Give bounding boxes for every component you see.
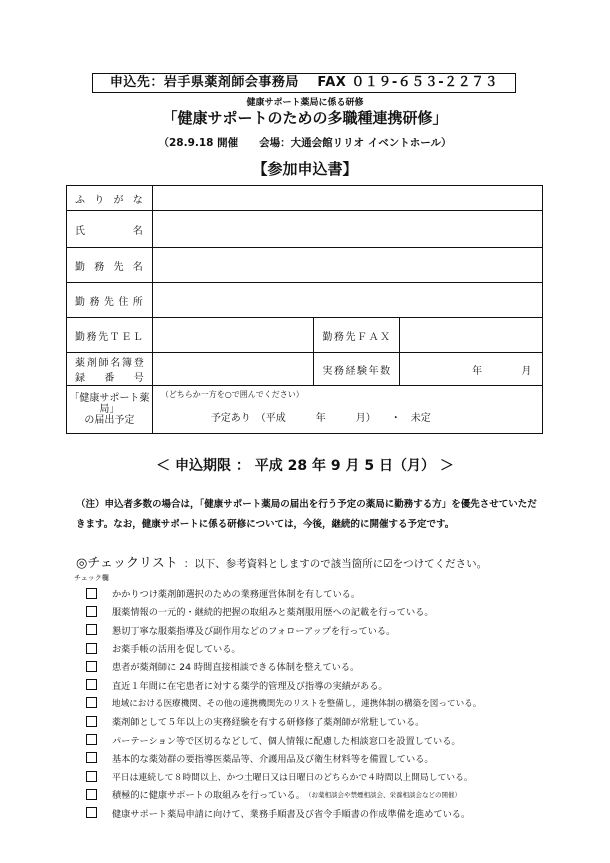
checklist-item: かかりつけ薬剤師選択のための業務運営体制を有している。 xyxy=(86,584,556,602)
checklist-item: 地域における医療機関、その他の連携機関先のリストを整備し，連携体制の構築を図っている。 xyxy=(86,694,556,712)
checklist-item: 懇切丁寧な服薬指導及び副作用などのフォローアップを行っている。 xyxy=(86,621,556,639)
workplace-field[interactable] xyxy=(152,248,542,283)
address-label: 勤務先住所 xyxy=(67,283,153,318)
item-note: （お薬相談会や禁煙相談会、栄養相談会などの開催） xyxy=(304,790,461,799)
checkbox[interactable] xyxy=(86,624,97,635)
checklist-instruction: ：以下、参考資料としますので該当箇所に☑をつけてください。 xyxy=(183,558,488,570)
check-column-label: チェック欄 xyxy=(74,574,109,582)
training-subtitle: 健康サポート薬局に係る研修 xyxy=(246,98,364,108)
checklist-item: 薬剤師として５年以上の実務経験を有する研修修了薬剤師が常駐している。 xyxy=(86,712,556,730)
checkbox[interactable] xyxy=(86,588,97,599)
address-field[interactable] xyxy=(152,283,542,318)
checklist-item: 患者が薬剤師に 24 時間直接相談できる体制を整えている。 xyxy=(86,657,556,675)
checklist-title: ◎チェックリスト xyxy=(76,556,178,571)
checkbox[interactable] xyxy=(86,771,97,782)
fax-field[interactable] xyxy=(400,318,543,353)
checklist-item: 健康サポート薬局申請に向けて、業務手順書及び省令手順書の作成準備を進めている。 xyxy=(86,804,556,822)
checklist-items xyxy=(86,584,556,822)
name-field[interactable] xyxy=(152,211,542,248)
plan-instruction: （どちらか一方を○で囲んでください） xyxy=(160,390,304,399)
checkbox[interactable] xyxy=(86,789,97,800)
submission-banner: 申込先：岩手県薬剤師会事務局 FAX ０１９-６５３-２２７３ xyxy=(92,73,516,93)
plan-field[interactable] xyxy=(152,386,542,434)
plan-label-line1: 「健康サポート薬局」 xyxy=(69,393,150,415)
workplace-label: 勤務先名 xyxy=(67,248,153,283)
plan-label-line2: の届出予定 xyxy=(84,415,135,426)
experience-field[interactable] xyxy=(400,353,543,386)
furigana-label: ふりがな xyxy=(67,186,153,211)
year-unit: 年 xyxy=(472,365,483,377)
month-unit: 月 xyxy=(521,365,532,377)
tel-label: 勤務先ＴＥＬ xyxy=(67,318,153,353)
plan-options: 予定あり （平成 年 月） ・ 未定 xyxy=(210,413,431,424)
checkbox[interactable] xyxy=(86,697,97,708)
deadline: ＜ 申込期限 ： 平成 28 年 9 月 5 日（月） ＞ xyxy=(156,458,454,474)
checkbox[interactable] xyxy=(86,606,97,617)
checklist-item: パーテーション等で区切るなどして、個人情報に配慮した相談窓口を設置している。 xyxy=(86,730,556,748)
registry-label: 薬剤師名簿登録番号 xyxy=(67,353,153,386)
checklist-item: 平日は連続して８時間以上、かつ土曜日又は日曜日のどちらかで４時間以上開局している。 xyxy=(86,767,556,785)
checkbox[interactable] xyxy=(86,807,97,818)
checkbox[interactable] xyxy=(86,734,97,745)
form-title: 【参加申込書】 xyxy=(252,160,358,178)
experience-label: 実務経験年数 xyxy=(314,353,400,386)
checkbox[interactable] xyxy=(86,661,97,672)
checklist-item: 積極的に健康サポートの取組みを行っている。 （お薬相談会や禁煙相談会、栄養相談会などの開催） xyxy=(86,785,556,803)
training-title: 「健康サポートのための多職種連携研修」 xyxy=(162,109,448,127)
plan-label xyxy=(67,386,153,434)
checkbox[interactable] xyxy=(86,716,97,727)
checklist-header xyxy=(76,552,487,571)
event-info: （28.9.18 開催 会場：大通会館リリオ イベントホール） xyxy=(158,137,452,149)
furigana-field[interactable] xyxy=(152,186,542,211)
checkbox[interactable] xyxy=(86,752,97,763)
checkbox[interactable] xyxy=(86,679,97,690)
tel-field[interactable] xyxy=(152,318,314,353)
application-form xyxy=(66,185,543,434)
name-label: 氏名 xyxy=(67,211,153,248)
checklist-item: 基本的な薬効群の要指導医薬品等、介護用品及び衛生材料等を備置している。 xyxy=(86,749,556,767)
registry-field[interactable] xyxy=(152,353,314,386)
fax-label: 勤務先ＦＡＸ xyxy=(314,318,400,353)
checklist-item: 直近１年間に在宅患者に対する薬学的管理及び指導の実績がある。 xyxy=(86,675,556,693)
checklist-item: 服薬情報の一元的・継続的把握の取組みと薬剤服用歴への記載を行っている。 xyxy=(86,602,556,620)
checkbox[interactable] xyxy=(86,643,97,654)
checklist-item: お薬手帳の活用を促している。 xyxy=(86,639,556,657)
note: （注）申込者多数の場合は，「健康サポート薬局の届出を行う予定の薬局に勤務する方」を優先させていただきます。なお，健康サポートに係る研修については，今後，継続的に開催する予定です。 xyxy=(76,499,537,530)
